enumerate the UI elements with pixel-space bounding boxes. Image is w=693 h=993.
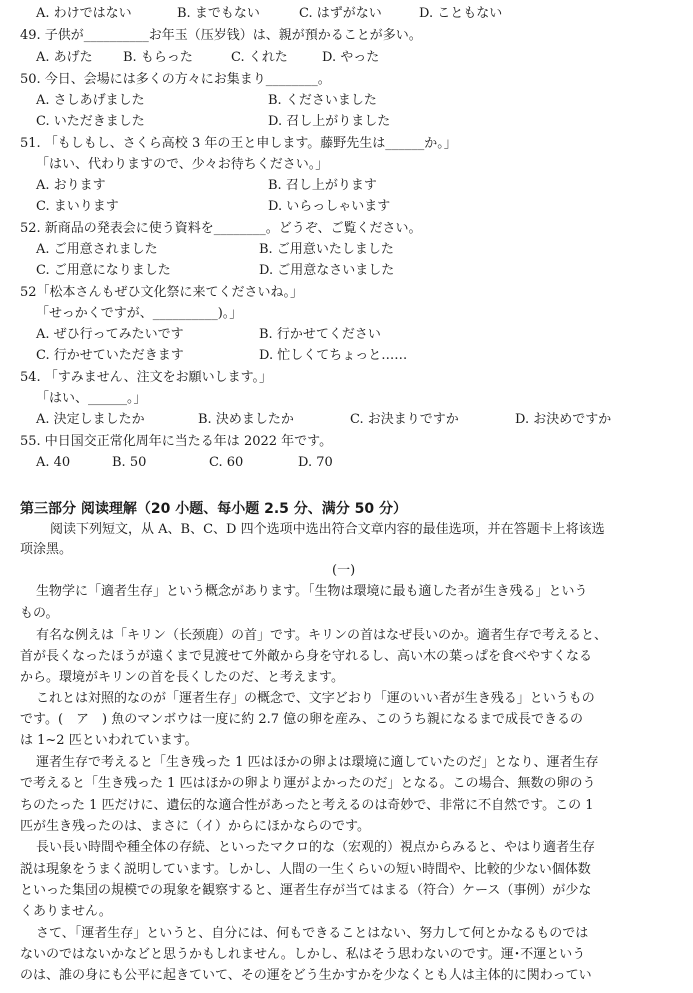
option-c: C. いただきました <box>36 114 145 129</box>
option-c: C. お決まりですか <box>350 412 459 427</box>
passage-line: は 1~2 匹といわれています。 <box>20 733 198 748</box>
option-a: A. 40 <box>36 455 71 470</box>
option-b: B. 50 <box>112 455 147 470</box>
passage-line: で考えると「生き残った 1 匹はほかの卵より運がよかったのだ」となる。この場合、無数の卵のう <box>20 776 596 791</box>
option-d: D. 忙しくてちょっと…… <box>259 348 408 363</box>
option-b: B. 行かせてください <box>259 327 381 342</box>
passage-line: 匹が生き残ったのは、まさに（イ）からにほかならのです。 <box>20 819 370 834</box>
passage-line: 首が長くなったほうが遠くまで見渡せて外敵から身を守れるし、高い木の葉っぱを食べやすくなる <box>20 649 593 664</box>
passage-line: といった集団の規模での現象を観察すると、運者生存が当てはまる（符合）ケース（事例）が少な <box>20 883 592 898</box>
question-stem: 54. 「すみません、注文をお願いします。」 <box>20 370 273 385</box>
option-b: B. までもない <box>177 6 260 21</box>
option-c: C. ご用意になりました <box>36 263 171 278</box>
option-b: B. もらった <box>123 50 193 65</box>
passage-number: (一) <box>332 563 356 578</box>
passage-line: から。環境がキリンの首を長くしたのだ、と考えます。 <box>20 670 344 685</box>
question-stem: 49. 子供が__________お年玉（压岁钱）は、親が預かることが多い。 <box>20 28 422 43</box>
question-stem-line2: 「せっかくですが、__________)。」 <box>36 306 243 321</box>
question-stem: 55. 中日国交正常化周年に当たる年は 2022 年です。 <box>20 434 333 449</box>
option-a: A. さしあげました <box>36 93 145 108</box>
option-d: D. お決めですか <box>515 412 612 427</box>
option-a: A. あげた <box>36 50 93 65</box>
passage-line: 有名な例えは「キリン（长颈鹿）の首」です。キリンの首はなぜ長いのか。適者生存で考えると、 <box>36 628 607 643</box>
section-instruction: 阅读下列短文，从 A、B、C、D 四个选项中选出符合文章内容的最佳选项，并在答题卡上将该选 <box>50 522 605 537</box>
passage-line: です。( ア ) 魚のマンボウは一度に約 2.7 億の卵を産み、このうち親になるまで成長できるの <box>20 712 583 727</box>
option-b: B. 召し上がります <box>268 178 377 193</box>
option-d: D. やった <box>322 50 380 65</box>
passage-line: のは、誰の身にも公平に起きていて、その運をどう生かすかを少なくとも人は主体的に関わってい <box>20 968 592 983</box>
section-instruction-line2: 项涂黑。 <box>20 542 73 557</box>
option-d: D. 70 <box>298 455 333 470</box>
passage-line: 長い長い時間や種全体の存続、といったマクロ的な（宏观的）視点からみると、やはり適者生存 <box>36 840 596 855</box>
option-a: A. おります <box>36 178 106 193</box>
option-c: C. 行かせていただきます <box>36 348 184 363</box>
option-a: A. 決定しましたか <box>36 412 145 427</box>
passage-line: 生物学に「適者生存」という概念があります。「生物は環境に最も適した者が生き残る」という <box>36 584 588 599</box>
option-d: D. こともない <box>419 6 503 21</box>
passage-line: もの。 <box>20 606 59 621</box>
question-stem: 52「松本さんもぜひ文化祭に来てくださいね。」 <box>20 285 304 300</box>
option-b: B. ご用意いたしました <box>259 242 394 257</box>
passage-line: 説は現象をうまく説明しています。しかし、人間の一生くらいの短い時間や、比較的少ない個体数 <box>20 862 591 877</box>
question-stem-line2: 「はい、代わりますので、少々お待ちください。」 <box>36 157 329 172</box>
option-a: A. ぜひ行ってみたいです <box>36 327 184 342</box>
option-c: C. まいります <box>36 199 119 214</box>
option-c: C. 60 <box>209 455 244 470</box>
option-b: B. 決めましたか <box>198 412 294 427</box>
question-stem: 50. 今日、会場には多くの方々にお集まり________。 <box>20 72 331 87</box>
passage-line: ちのたった 1 匹だけに、遺伝的な適合性があったと考えるのは奇妙で、非常に不自然です。この 1 <box>20 798 594 813</box>
option-a: A. ご用意されました <box>36 242 158 257</box>
option-d: D. 召し上がりました <box>268 114 391 129</box>
question-stem: 52. 新商品の発表会に使う資料を________。どうぞ、ご覧ください。 <box>20 221 422 236</box>
passage-line: ないのではないかなどと思うかもしれません。しかし、私はそう思わないのです。運･不運という <box>20 947 586 962</box>
option-c: C. くれた <box>231 50 288 65</box>
option-d: D. いらっしゃいます <box>268 199 391 214</box>
option-d: D. ご用意なさいました <box>259 263 395 278</box>
section-heading: 第三部分 阅读理解（20 小题、每小题 2.5 分、满分 50 分） <box>20 501 408 517</box>
option-c: C. はずがない <box>299 6 382 21</box>
question-stem-line2: 「はい、______。」 <box>36 391 147 406</box>
question-stem: 51. 「もしもし、さくら高校 3 年の王と申します。藤野先生は______か。」 <box>20 136 457 151</box>
passage-line: これとは対照的なのが「運者生存」の概念で、文字どおり「運のいい者が生き残る」というもの <box>36 691 595 706</box>
passage-line: くありません。 <box>20 904 112 919</box>
passage-line: さて、「運者生存」というと、自分には、何もできることはない、努力して何とかなるものでは <box>36 926 589 941</box>
option-b: B. くださいました <box>268 93 377 108</box>
option-a: A. わけではない <box>36 6 132 21</box>
passage-line: 運者生存で考えると「生き残った 1 匹はほかの卵よは環境に適していたのだ」となり、運者生存 <box>36 755 599 770</box>
